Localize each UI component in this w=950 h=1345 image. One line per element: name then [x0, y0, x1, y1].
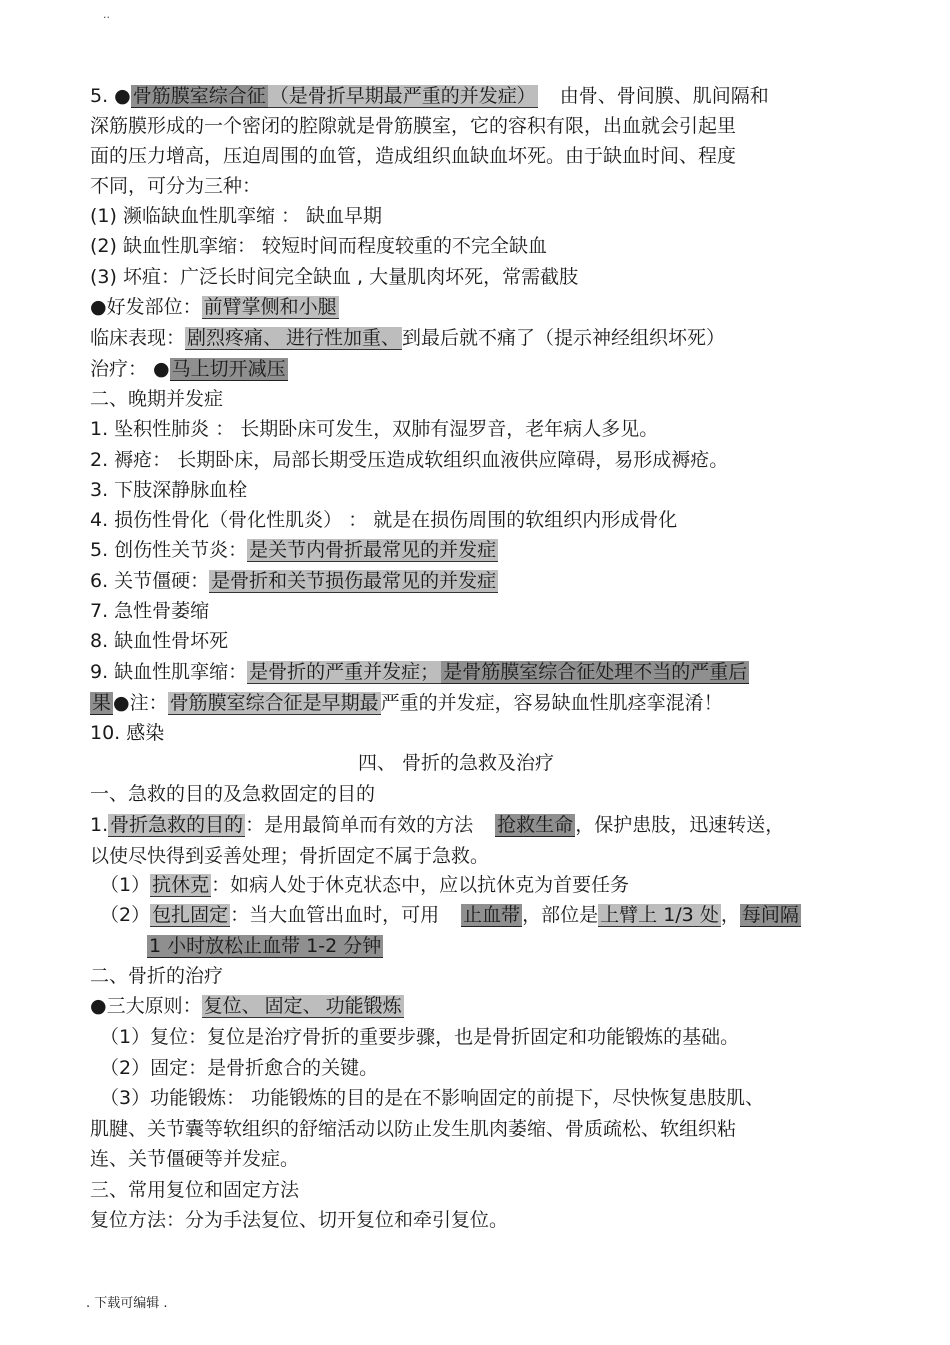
late-item-8: 8. 缺血性骨坏死 [90, 630, 229, 652]
late-item-9: 9. 缺血性肌挛缩： 是骨折的严重并发症； 是骨筋膜室综合征处理不当的严重后 [90, 661, 748, 683]
page-footer: . 下载可编辑 . [86, 1296, 168, 1311]
late-item-6: 6. 关节僵硬： 是骨折和关节损伤最常见的并发症 [90, 570, 497, 592]
highlight-aid-purpose: 骨折急救的目的 [110, 814, 244, 836]
highlight-late-9-a: 是骨折的严重并发症； [249, 661, 440, 683]
principle-item-1: （1）复位：复位是治疗骨折的重要步骤，也是骨折固定和功能锻炼的基础。 [100, 1026, 740, 1048]
highlight-anti-shock: 抗休克 [152, 874, 210, 896]
exercise-line-3: 连、关节僵硬等并发症。 [90, 1148, 300, 1170]
late-item-1: 1. 坠积性肺炎 ： 长期卧床可发生，双肺有湿罗音，老年病人多见。 [90, 418, 659, 440]
compartment-syndrome-line-4: 不同，可分为三种： [90, 175, 262, 197]
first-aid-heading: 一、急救的目的及急救固定的目的 [90, 783, 376, 805]
highlight-late-5: 是关节内骨折最常见的并发症 [249, 539, 497, 561]
bandage-line-cont [147, 933, 927, 959]
late-item-5: 5. 创伤性关节炎： 是关节内骨折最常见的并发症 [90, 539, 497, 561]
highlight-release: 1 小时放松止血带 1-2 分钟 [149, 935, 382, 957]
highlight-late-9-c: 果 [92, 692, 112, 714]
first-aid-purpose-line-1: 1. 骨折急救的目的 ：是用最简单而有效的方法 抢救生命 ，保护患肢，迅速转送， [90, 814, 785, 836]
highlight-tourniquet: 止血带 [463, 904, 521, 926]
type-item-3: (3) 坏疽：广泛长时间完全缺血 , 大量肌肉坏死，常需截肢 [90, 266, 579, 288]
clinical-manifestation-line: 临床表现： 剧烈疼痛、 进行性加重、 到最后就不痛了（提示神经组织坏死） [90, 327, 726, 349]
highlight-bandage: 包扎固定 [152, 904, 229, 926]
late-item-10: 10. 感染 [90, 722, 165, 744]
first-aid-purpose-line-2: 以使尽快得到妥善处理；骨折固定不属于急救。 [90, 845, 490, 867]
late-item-7: 7. 急性骨萎缩 [90, 600, 210, 622]
late-item-2: 2. 褥疮： 长期卧床，局部长期受压造成软组织血液供应障碍，易形成褥疮。 [90, 449, 729, 471]
reduction-methods-line: 复位方法：分为手法复位、切开复位和牵引复位。 [90, 1209, 509, 1231]
compartment-syndrome-line-1: 5. ● 骨筋膜室综合征 （是骨折早期最严重的并发症） 由骨、骨间膜、肌间隔和 [90, 85, 769, 107]
highlight-reduction: 复位、 [203, 995, 261, 1017]
highlight-save-life: 抢救生命 [497, 814, 574, 836]
highlight-site: 前臂掌侧和小腿 [203, 296, 337, 318]
highlight-early-complication: （是骨折早期最严重的并发症） [269, 85, 536, 107]
highlight-progressive: 进行性加重、 [286, 327, 401, 349]
bandage-line: （2） 包扎固定 ：当大血管出血时，可用 止血带 ，部位是 上臂上 1/3 处 ， 每间隔 [100, 904, 799, 926]
methods-heading: 三、常用复位和固定方法 [90, 1179, 300, 1201]
highlight-interval: 每间隔 [741, 904, 799, 926]
highlight-late-6: 是骨折和关节损伤最常见的并发症 [211, 570, 497, 592]
highlight-compartment-syndrome: 骨筋膜室综合征 [132, 85, 266, 107]
late-item-3: 3. 下肢深静脉血栓 [90, 479, 248, 501]
treatment-line: 治疗： ● 马上切开减压 [90, 358, 286, 380]
highlight-decompression: 马上切开减压 [171, 358, 286, 380]
anti-shock-line: （1） 抗休克 ：如病人处于休克状态中，应以抗休克为首要任务 [100, 874, 630, 896]
exercise-line-2: 肌腱、关节囊等软组织的舒缩活动以防止发生肌肉萎缩、骨质疏松、软组织粘 [90, 1118, 737, 1140]
late-complications-heading: 二、晚期并发症 [90, 388, 224, 410]
predilection-site-line: ●好发部位： 前臂掌侧和小腿 [90, 296, 337, 318]
compartment-syndrome-line-3: 面的压力增高，压迫周围的血管，造成组织血缺血坏死。由于缺血时间、程度 [90, 145, 737, 167]
type-item-1: (1) 濒临缺血性肌挛缩 ： 缺血早期 [90, 205, 383, 227]
principle-item-2: （2）固定：是骨折愈合的关键。 [100, 1057, 379, 1079]
highlight-note: 骨筋膜室综合征是早期最 [169, 692, 379, 714]
highlight-fixation: 固定、 [264, 995, 322, 1017]
three-principles-line: ●三大原则： 复位、 固定、 功能锻炼 [90, 995, 402, 1017]
highlight-upper-arm: 上臂上 1/3 处 [600, 904, 719, 926]
highlight-late-9-b: 是骨筋膜室综合征处理不当的严重后 [443, 661, 748, 683]
highlight-exercise: 功能锻炼 [325, 995, 402, 1017]
type-item-2: (2) 缺血性肌挛缩： 较短时间而程度较重的不完全缺血 [90, 235, 547, 257]
page-top-mark: .. [103, 8, 110, 21]
late-item-9-cont: 果 ●注： 骨筋膜室综合征是早期最 严重的并发症，容易缺血性肌痉挛混淆！ [92, 692, 723, 714]
late-item-4: 4. 损伤性骨化（骨化性肌炎） ： 就是在损伤周围的软组织内形成骨化 [90, 509, 678, 531]
compartment-syndrome-line-2: 深筋膜形成的一个密闭的腔隙就是骨筋膜室，它的容积有限，出血就会引起里 [90, 115, 737, 137]
fracture-treatment-heading: 二、骨折的治疗 [90, 965, 224, 987]
highlight-severe-pain: 剧烈疼痛、 [187, 327, 283, 349]
principle-item-3: （3）功能锻炼： 功能锻炼的目的是在不影响固定的前提下，尽快恢复患肢肌、 [100, 1087, 765, 1109]
section-4-heading: 四、 骨折的急救及治疗 [358, 752, 555, 774]
